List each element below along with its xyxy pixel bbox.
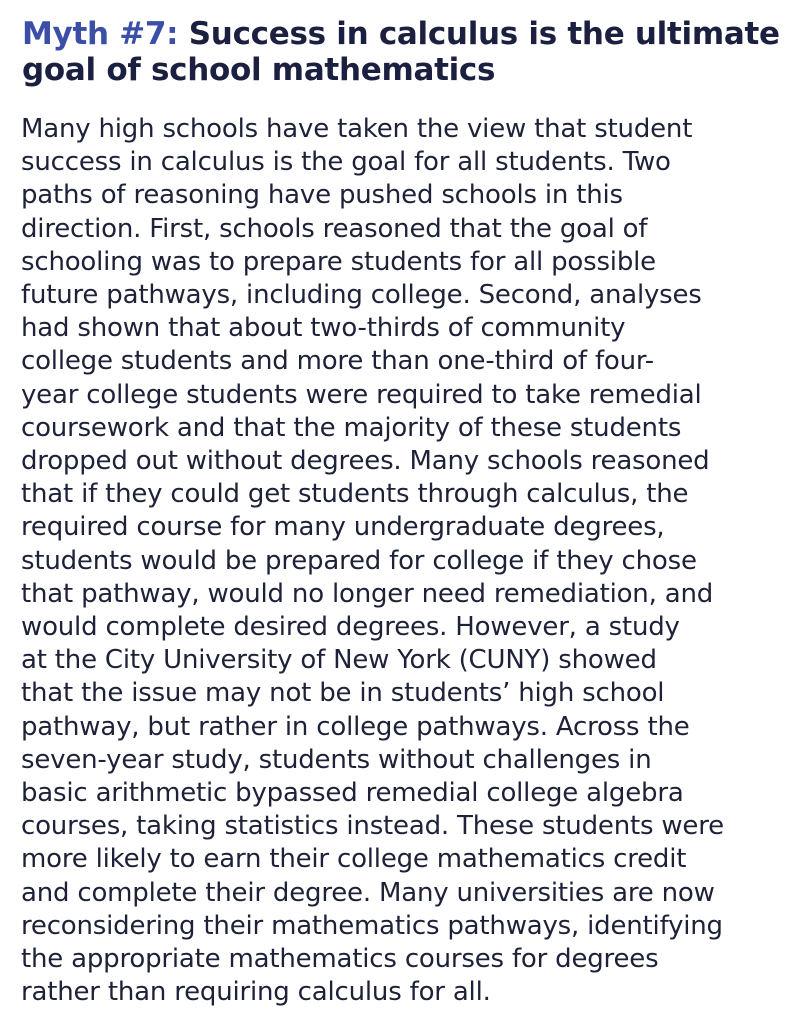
paragraph-line: future pathways, including college. Second, analyses xyxy=(21,280,702,311)
paragraph-line: that if they could get students through calculus, the xyxy=(21,479,689,510)
paragraph-line: more likely to earn their college mathematics credit xyxy=(21,844,687,875)
paragraph-line: paths of reasoning have pushed schools in this xyxy=(21,180,623,211)
paragraph-line: year college students were required to take remedial xyxy=(21,379,702,410)
paragraph-line: at the City University of New York (CUNY) showed xyxy=(21,645,657,676)
paragraph-line: required course for many undergraduate degrees, xyxy=(21,512,665,543)
paragraph-line: courses, taking statistics instead. These students were xyxy=(21,811,724,842)
paragraph-line: that the issue may not be in students’ high school xyxy=(21,678,665,709)
paragraph-line: direction. First, schools reasoned that the goal of xyxy=(21,213,648,244)
paragraph-line: and complete their degree. Many universities are now xyxy=(21,877,715,908)
heading-text-1: Success in calculus is the ultimate xyxy=(178,16,780,52)
body-paragraph xyxy=(21,113,724,1009)
paragraph-line: reconsidering their mathematics pathways, identifying xyxy=(21,910,723,941)
paragraph-line: college students and more than one-third of four- xyxy=(21,346,654,377)
heading-line-1 xyxy=(22,16,780,52)
myth-number: Myth #7: xyxy=(22,16,179,52)
paragraph-line: students would be prepared for college if they chose xyxy=(21,545,697,576)
paragraph-line: had shown that about two-thirds of community xyxy=(21,313,626,344)
paragraph-line: basic arithmetic bypassed remedial college algebra xyxy=(21,778,684,809)
myth-heading xyxy=(22,16,780,88)
heading-line-2: goal of school mathematics xyxy=(22,52,496,88)
paragraph-line: the appropriate mathematics courses for degrees xyxy=(21,944,659,975)
paragraph-line: would complete desired degrees. However, a study xyxy=(21,612,680,643)
paragraph-line: pathway, but rather in college pathways. Across the xyxy=(21,711,690,742)
paragraph-line: coursework and that the majority of these students xyxy=(21,412,682,443)
paragraph-line: seven-year study, students without challenges in xyxy=(21,744,652,775)
paragraph-line: schooling was to prepare students for all possible xyxy=(21,246,656,277)
paragraph-line: that pathway, would no longer need remediation, and xyxy=(21,578,714,609)
paragraph-line: rather than requiring calculus for all. xyxy=(21,977,491,1008)
paragraph-line: dropped out without degrees. Many schools reasoned xyxy=(21,446,710,477)
paragraph-line: success in calculus is the goal for all students. Two xyxy=(21,147,671,178)
paragraph-line: Many high schools have taken the view that student xyxy=(21,114,693,144)
